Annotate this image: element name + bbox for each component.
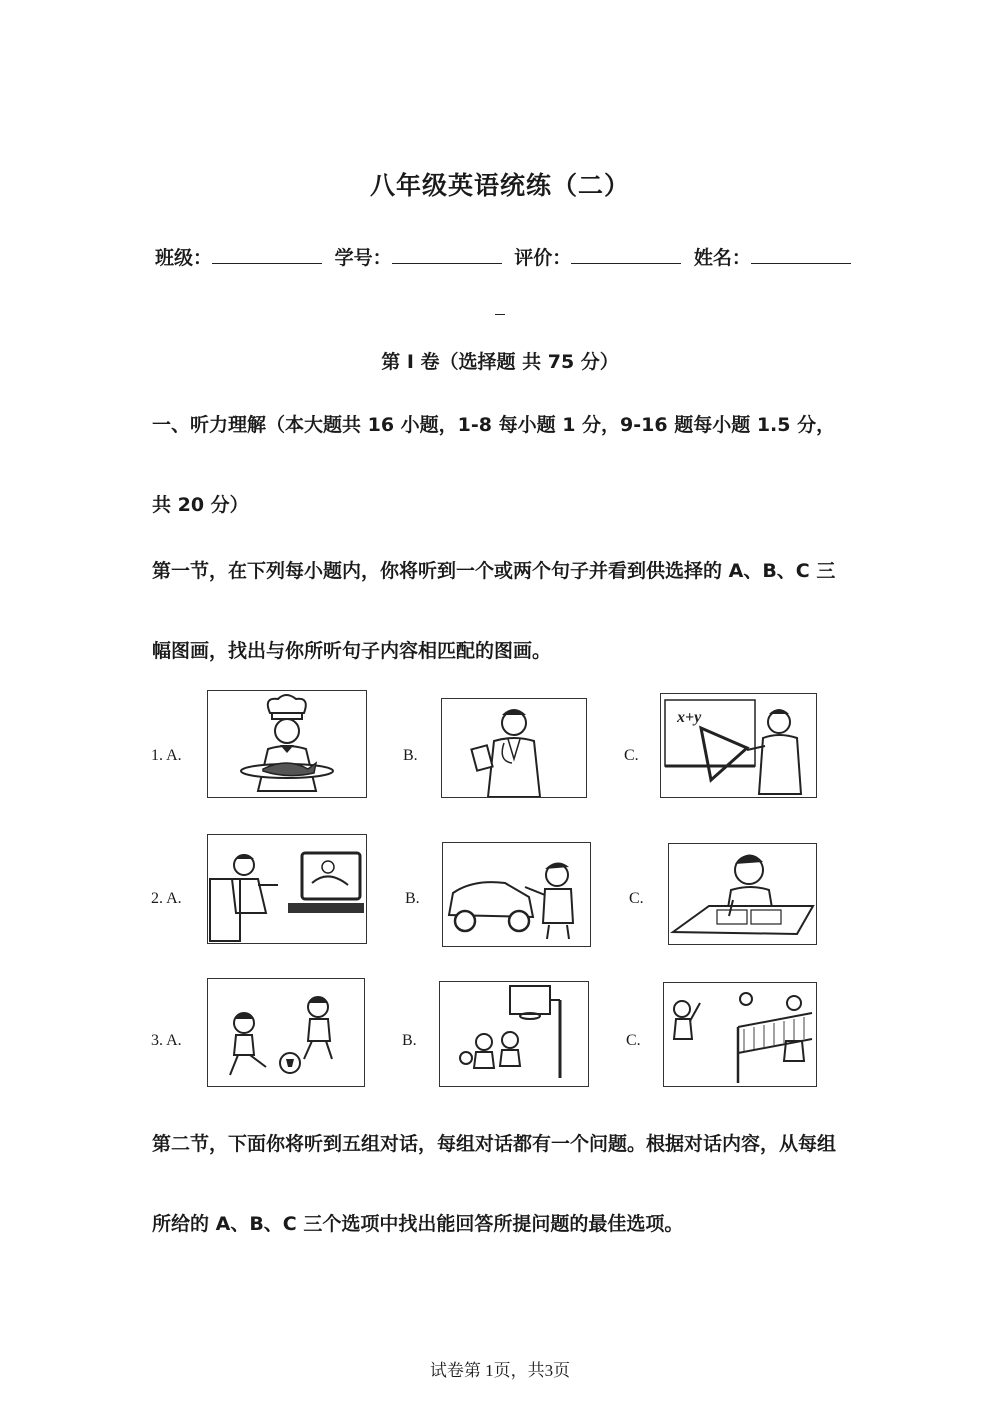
student-number-label: 学号： (334, 247, 392, 269)
doctor-icon (442, 699, 586, 797)
q1-option-b-doctor-image[interactable] (441, 698, 587, 798)
q3-option-c-volleyball-image[interactable] (663, 982, 817, 1087)
q3-option-b-basketball-image[interactable] (439, 981, 589, 1087)
q2-option-a-tv-image[interactable] (207, 834, 367, 944)
rating-label: 评价： (514, 247, 572, 269)
part1-heading: 第 I 卷（选择题 共 75 分） (381, 351, 619, 373)
chef-icon (208, 691, 366, 797)
basketball-icon (440, 982, 588, 1086)
q1-option-c-teacher-image[interactable] (660, 693, 817, 798)
question-2-b-label: B. (405, 890, 420, 907)
teacher-blackboard-icon (661, 694, 816, 797)
volleyball-icon (664, 983, 816, 1086)
section1-part1-instructions: 第一节，在下列每小题内，你将听到一个或两个句子并看到供选择的 A、B、C 三幅图画，找出与你所听句子内容相匹配的图画。 (152, 560, 836, 662)
page-title: 八年级英语统练（二） (369, 171, 630, 200)
q3-option-a-soccer-image[interactable] (207, 978, 365, 1087)
question-1-label: 1. A. (151, 747, 182, 764)
section1-title: 一、听力理解（本大题共 16 小题，1-8 每小题 1 分，9-16 题每小题 1.5 分，共 20 分） (152, 414, 836, 516)
question-1-b-label: B. (403, 747, 418, 764)
q1-option-a-chef-image[interactable] (207, 690, 367, 798)
name-label: 姓名： (693, 247, 751, 269)
question-2-c-label: C. (629, 890, 644, 907)
q2-option-b-car-washing-image[interactable] (442, 842, 591, 947)
car-wash-icon (443, 843, 590, 946)
writing-at-desk-icon (669, 844, 816, 944)
class-label: 班级： (155, 247, 213, 269)
question-3-label: 3. A. (151, 1032, 182, 1049)
student-info-row (155, 243, 855, 270)
question-1-c-label: C. (624, 747, 639, 764)
tv-watching-icon (208, 835, 366, 943)
soccer-icon (208, 979, 364, 1086)
page-footer: 试卷第 1页，共3页 (429, 1361, 571, 1380)
question-3-b-label: B. (402, 1032, 417, 1049)
student-number-blank[interactable] (392, 245, 502, 264)
question-3-c-label: C. (626, 1032, 641, 1049)
blackboard-text: x+y (677, 709, 702, 726)
question-2-label: 2. A. (151, 890, 182, 907)
class-blank[interactable] (212, 245, 322, 264)
section1-part2-instructions: 第二节，下面你将听到五组对话，每组对话都有一个问题。根据对话内容，从每组所给的 A、B、C 三个选项中找出能回答所提问题的最佳选项。 (152, 1133, 837, 1235)
name-blank-overflow (495, 300, 505, 315)
q2-option-c-writing-image[interactable] (668, 843, 817, 945)
rating-blank[interactable] (571, 245, 681, 264)
name-blank[interactable] (751, 245, 851, 264)
